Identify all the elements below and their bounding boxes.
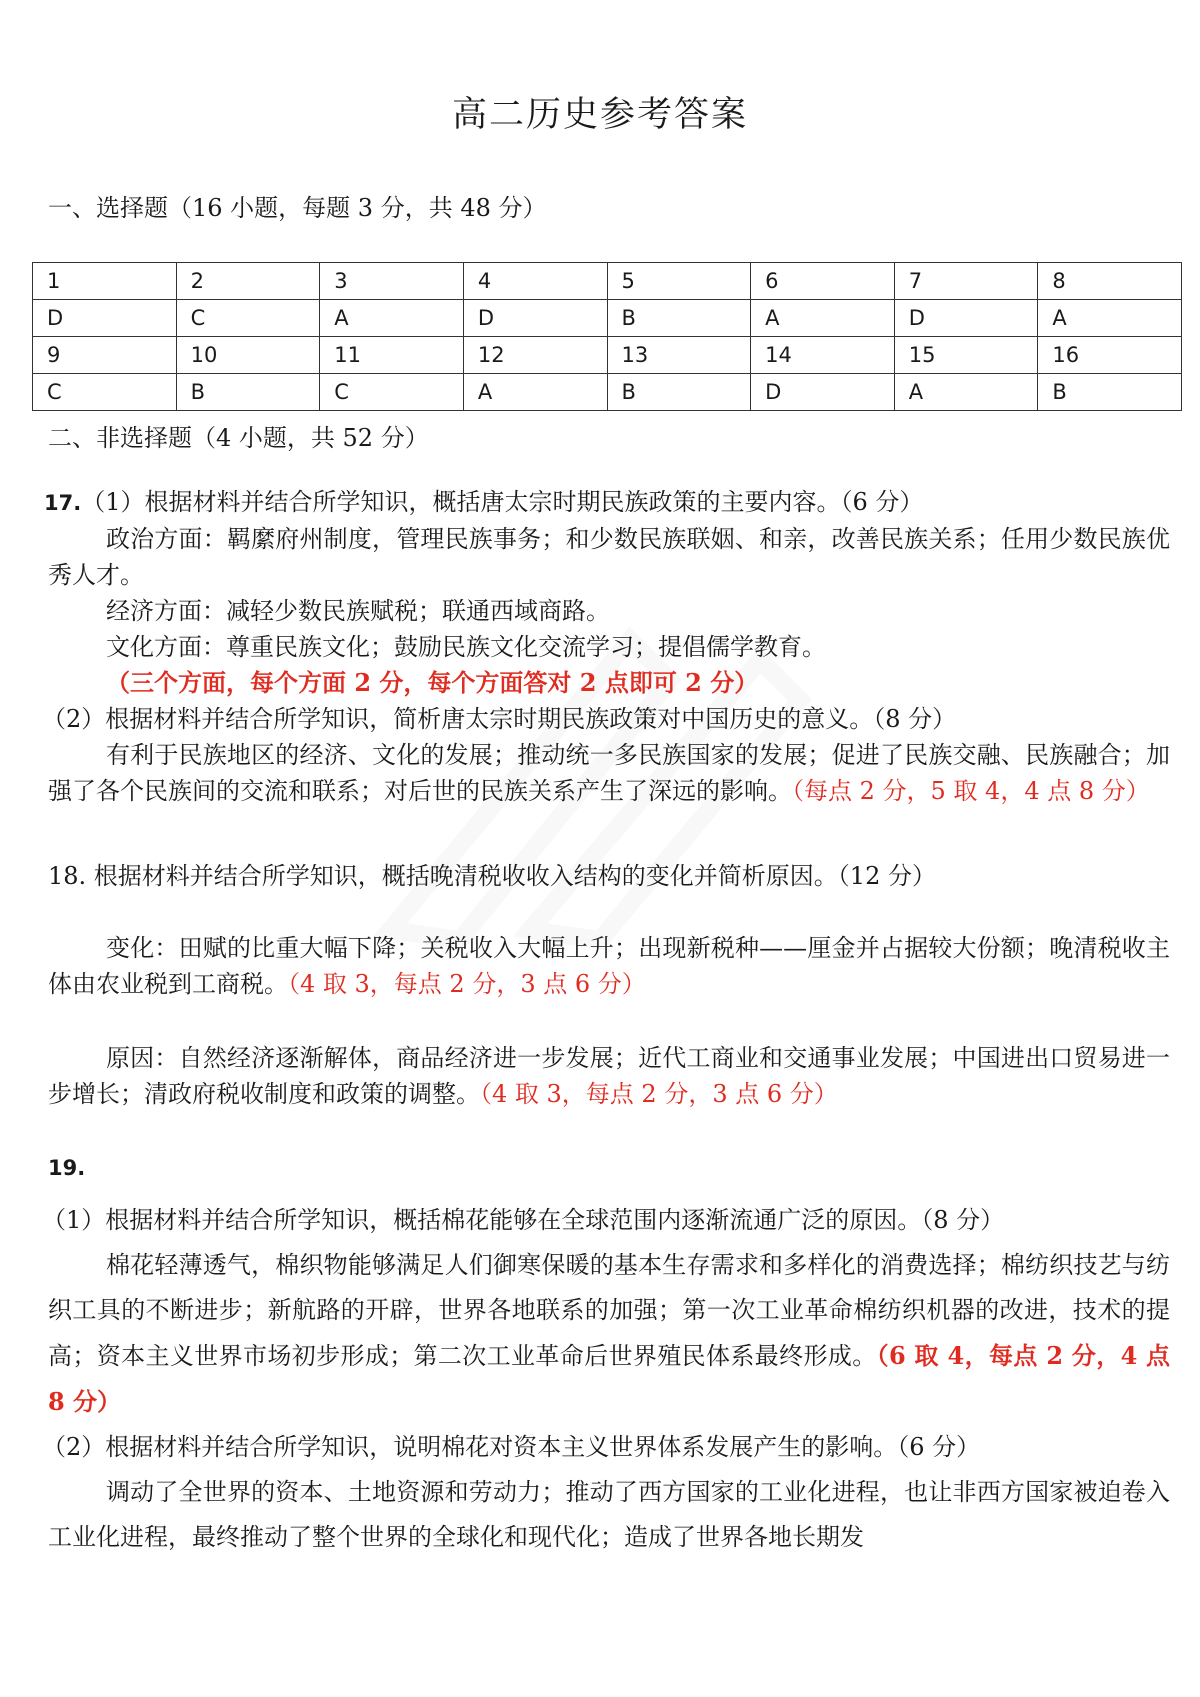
answer-cell: D xyxy=(463,300,607,337)
question-18-prompt: 18. 根据材料并结合所学知识，概括晚清税收收入结构的变化并简析原因。（12 分） xyxy=(48,862,936,890)
question-17 xyxy=(42,484,1170,809)
question-number-cell: 12 xyxy=(463,337,607,374)
question-number-cell: 15 xyxy=(894,337,1038,374)
question-18-reason-scoring: （4 取 3，每点 2 分，3 点 6 分） xyxy=(480,1080,838,1108)
question-17-part1-answer-politics: 政治方面：羁縻府州制度，管理民族事务；和少数民族联姻、和亲，改善民族关系；任用少数民族优秀人才。 xyxy=(48,525,1170,589)
answer-cell: B xyxy=(607,300,751,337)
answer-letter-row xyxy=(33,374,1182,411)
question-17-part1-answer-economy: 经济方面：减轻少数民族赋税；联通西域商路。 xyxy=(106,597,610,625)
question-number-cell: 2 xyxy=(176,263,320,300)
question-19-body xyxy=(42,1198,1171,1560)
answer-cell: D xyxy=(33,300,177,337)
answer-cell: A xyxy=(320,300,464,337)
question-18 xyxy=(48,858,1170,894)
question-19-part2-answer: 调动了全世界的资本、土地资源和劳动力；推动了西方国家的工业化进程，也让非西方国家被迫卷入工业化进程，最终推动了整个世界的全球化和现代化；造成了世界各地长期发 xyxy=(48,1478,1170,1551)
answer-cell: D xyxy=(894,300,1038,337)
question-18-change-answer: 变化：田赋的比重大幅下降；关税收入大幅上升；出现新税种——厘金并占据较大份额；晚清税收主体由农业税到工商税。（4 取 3，每点 2 分，3 点 6 分） xyxy=(48,934,1170,998)
question-18-reason-answer: 原因：自然经济逐渐解体，商品经济进一步发展；近代工商业和交通事业发展；中国进出口贸易进一步增长；清政府税收制度和政策的调整。（4 取 3，每点 2 分，3 点 6 分） xyxy=(48,1044,1170,1108)
question-17-part2-scoring: （每点 2 分，5 取 4，4 点 8 分） xyxy=(792,777,1150,805)
question-18-change-scoring: （4 取 3，每点 2 分，3 点 6 分） xyxy=(288,970,646,998)
question-number-cell: 7 xyxy=(894,263,1038,300)
answer-cell: C xyxy=(33,374,177,411)
question-18-change xyxy=(48,930,1170,1002)
question-number-cell: 14 xyxy=(751,337,895,374)
question-17-part1-prompt: 17.（1）根据材料并结合所学知识，概括唐太宗时期民族政策的主要内容。（6 分） xyxy=(44,488,924,516)
question-number-cell: 4 xyxy=(463,263,607,300)
question-18-reason xyxy=(48,1040,1170,1112)
answer-cell: B xyxy=(607,374,751,411)
answer-cell: C xyxy=(176,300,320,337)
question-17-part1-answer-culture: 文化方面：尊重民族文化；鼓励民族文化交流学习；提倡儒学教育。 xyxy=(106,633,826,661)
question-number-cell: 10 xyxy=(176,337,320,374)
question-number-cell: 1 xyxy=(33,263,177,300)
answer-cell: B xyxy=(176,374,320,411)
question-17-part2-prompt: （2）根据材料并结合所学知识，简析唐太宗时期民族政策对中国历史的意义。（8 分） xyxy=(42,705,957,733)
question-19-number: 19. xyxy=(48,1156,86,1180)
question-number-cell: 11 xyxy=(320,337,464,374)
question-19-part1-prompt: （1）根据材料并结合所学知识，概括棉花能够在全球范围内逐渐流通广泛的原因。（8 分） xyxy=(42,1206,1005,1234)
question-19-part1-answer: 棉花轻薄透气，棉织物能够满足人们御寒保暖的基本生存需求和多样化的消费选择；棉纺织技艺与纺织工具的不断进步；新航路的开辟，世界各地联系的加强；第一次工业革命棉纺织机器的改进，技术的提高；资本主义世界市场初步形成；第二次工业革命后世界殖民体系最终形成。（6 取 4，每点 2 分，4 点 8 分） xyxy=(48,1251,1171,1416)
question-number-cell: 16 xyxy=(1038,337,1182,374)
answer-cell: C xyxy=(320,374,464,411)
question-number-cell: 9 xyxy=(33,337,177,374)
choice-answer-table xyxy=(32,262,1182,411)
answer-cell: A xyxy=(1038,300,1182,337)
answer-cell: B xyxy=(1038,374,1182,411)
question-19 xyxy=(48,1150,1170,1186)
question-19-part2-prompt: （2）根据材料并结合所学知识，说明棉花对资本主义世界体系发展产生的影响。（6 分） xyxy=(42,1433,981,1461)
page-title: 高二历史参考答案 xyxy=(451,95,748,135)
answer-cell: D xyxy=(751,374,895,411)
question-number-row xyxy=(33,263,1182,300)
question-17-part1-scoring: （三个方面，每个方面 2 分，每个方面答对 2 点即可 2 分） xyxy=(106,668,759,697)
section-heading-nonchoice: 二、非选择题（4 小题，共 52 分） xyxy=(48,424,429,452)
question-17-part2-answer: 有利于民族地区的经济、文化的发展；推动统一多民族国家的发展；促进了民族交融、民族融合；加强了各个民族间的交流和联系；对后世的民族关系产生了深远的影响。（每点 2 分，5 取 4，4 点 8 分） xyxy=(48,741,1170,805)
answer-cell: A xyxy=(751,300,895,337)
question-number-cell: 3 xyxy=(320,263,464,300)
question-19-part1-scoring: （6 取 4，每点 2 分，4 点 8 分） xyxy=(48,1341,1171,1416)
answer-cell: A xyxy=(894,374,1038,411)
question-number-row xyxy=(33,337,1182,374)
answer-cell: A xyxy=(463,374,607,411)
question-number-cell: 8 xyxy=(1038,263,1182,300)
section-heading-choice: 一、选择题（16 小题，每题 3 分，共 48 分） xyxy=(48,194,547,222)
question-number-cell: 5 xyxy=(607,263,751,300)
answer-letter-row xyxy=(33,300,1182,337)
question-number-cell: 13 xyxy=(607,337,751,374)
question-number-cell: 6 xyxy=(751,263,895,300)
